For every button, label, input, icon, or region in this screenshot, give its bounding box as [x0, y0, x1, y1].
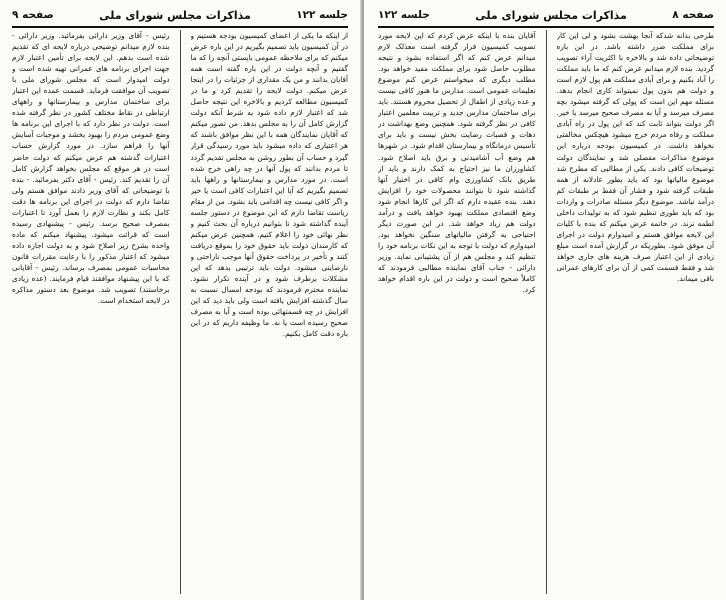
- right-page-columns: [378, 30, 714, 594]
- session-number: جلسه ۱۲۲: [378, 9, 430, 21]
- column-divider: [546, 30, 547, 594]
- body-text: آقایان بنده با اینکه عرض کردم که این لایحه مورد تصویب کمیسیون قرار گرفته است معذلک لازم میدانم عرض کنم که اگر استفاده بشود و نتیجه مطلوب حاصل شود برای مملکت مفید خواهد بود. مطلب دیگری که میخواستم عرض کنم موضوع تعلیمات عمومی است. مدارس ما هنوز کافی نیست و عده زیادی از اطفال از تحصیل محروم هستند. باید برای ساختمان مدارس جدید و تربیت معلمین اعتبار کافی در نظر گرفته شود. همچنین وضع بهداشت در دهات و قصبات رضایت بخش نیست و باید برای تأسیس درمانگاه و بیمارستان اقدام شود. در شهرها هم وضع آب آشامیدنی و برق باید اصلاح شود. کشاورزان ما نیز احتیاج به کمک دارند و باید از طریق بانک کشاورزی وام کافی در اختیار آنها گذاشته شود تا بتوانند محصولات خود را افزایش دهند. بنده عقیده دارم که اگر این کارها انجام شود وضع اقتصادی مملکت بهبود خواهد یافت و درآمد دولت هم زیاد خواهد شد. در این صورت دیگر احتیاجی به گرفتن مالیاتهای سنگین نخواهد بود. امیدوارم که دولت با توجه به این نکات برنامه خود را تنظیم کند و مجلس هم از آن پشتیبانی نماید. وزیر دارائی - جناب آقای نماینده مطالبی فرمودند که کاملاً صحیح است و دولت در این باره اقدام خواهد کرد.: [378, 31, 536, 295]
- right-page: [364, 0, 726, 600]
- column-divider: [180, 30, 181, 594]
- right-page-header: [378, 6, 714, 28]
- text-column-right: [557, 30, 715, 594]
- page-number: صفحه ۸: [672, 9, 714, 21]
- page-number: صفحه ۹: [12, 9, 54, 21]
- text-column-left: [12, 30, 170, 594]
- running-title: مذاکرات مجلس شورای ملی: [99, 8, 251, 22]
- body-text: طرحی بدانه شدکه آنجا بهشت بشود و لی این کار برای مملکت ضرر داشته باشد. در این باره توضیحاتی داده شد و بالاخره با اکثریت آراء تصویب گردید. بنده لازم میدانم عرض کنم که ما باید مملکت را آباد بکنیم و برای آبادی مملکت هم پول لازم است و دولت هم بدون پول نمیتواند کاری انجام بدهد. مسئله مهم این است که پولی که گرفته میشود بچه مصرف میرسد و آیا به مصرف صحیح میرسد یا خیر. اگر دولت بتواند ثابت کند که این پول در راه آبادی مملکت و رفاه مردم خرج میشود هیچکس مخالفتی نخواهد داشت. در کمیسیون بودجه درباره این موضوع مذاکرات مفصلی شد و نمایندگان دولت توضیحات کافی دادند. یکی از مطالبی که مطرح شد موضوع مالیاتها بود که باید بطور عادلانه از همه طبقات گرفته شود و فشار آن فقط بر طبقات کم درآمد نباشد. موضوع دیگر مسئله صادرات و واردات بود که باید طوری تنظیم شود که به تولیدات داخلی لطمه نزند. در خاتمه عرض میکنم که بنده با کلیات این لایحه موافق هستم و امیدوارم دولت در اجرای آن موفق شود. بطوریکه در گزارش آمده است مبلغ زیادی از این اعتبار صرف هزینه های جاری خواهد شد و فقط قسمت کمی از آن برای کارهای عمرانی باقی میماند.: [556, 31, 714, 284]
- left-page-header: [12, 6, 348, 28]
- text-column-left: [378, 30, 536, 594]
- left-page: [0, 0, 362, 600]
- left-page-columns: [12, 30, 348, 594]
- running-title: مذاکرات مجلس شورای ملی: [475, 8, 627, 22]
- body-text: از اینکه ما یکی از اعضای کمیسیون بودجه هستیم و در آن کمیسیون باید تصمیم بگیریم در این باره عرض میکنم که برای ملاحظه عمومی بایستی آنچه را که ما گفتیم و آنچه دولت در این باره گفته است همه آقایان بدانند و من یک مقداری از جزئیات را در اینجا عرض میکنم. دولت لایحه را تقدیم کرد و ما در کمیسیون مطالعه کردیم و بالاخره این نتیجه حاصل شد که اعتبار لازم داده شود به شرط آنکه دولت گزارش کامل آن را به مجلس بدهد. من تصور میکنم که آقایان نمایندگان همه با این نظر موافق باشند که هر اعتباری که داده میشود باید مورد رسیدگی قرار گیرد و حساب آن بطور روشن به مجلس تقدیم گردد تا مردم بدانند که پول آنها در چه راهی خرج شده است. در مورد مدارس و بیمارستانها و راهها باید تصمیم بگیریم که آیا این اعتبارات کافی است یا خیر و اگر کافی نیست چه اقدامی باید بشود. من از مقام ریاست تقاضا دارم که این موضوع در دستور جلسه آینده گذاشته شود تا بتوانیم درباره آن بحث کنیم و نظر نهائی خود را اعلام کنیم. همچنین عرض میکنم که کارمندان دولت باید حقوق خود را بموقع دریافت کنند و تأخیر در پرداخت حقوق آنها موجب ناراحتی و نارضایتی میشود. دولت باید ترتیبی بدهد که این مشکلات برطرف شود و در آینده تکرار نشود. نماینده محترم فرمودند که بودجه امسال نسبت به سال گذشته افزایش یافته است ولی باید دید که این افزایش در چه قسمتهائی بوده است و آیا به مصرف صحیح رسیده است یا نه. ما وظیفه داریم که در این باره دقت کامل بکنیم.: [190, 31, 348, 339]
- body-text: رئیس - آقای وزیر دارائی بفرمائید. وزیر دارائی - بنده لازم میدانم توضیحی درباره لایحه ای که تقدیم شده است بدهم. این لایحه برای تأمین اعتبار لازم جهت اجرای برنامه های عمرانی تهیه شده است و دولت امیدوار است که مجلس شورای ملی با تصویب آن موافقت فرماید. قسمت عمده این اعتبار برای ساختمان مدارس و بیمارستانها و راههای ارتباطی در نقاط مختلف کشور در نظر گرفته شده است. دولت در نظر دارد که با اجرای این برنامه ها وضع عمومی مردم را بهبود بخشد و موجبات آسایش آنها را فراهم سازد. در مورد گزارش حساب اعتبارات گذشته هم عرض میکنم که دولت حاضر است در هر موقع که مجلس بخواهد گزارش کامل آن را تقدیم کند. رئیس - آقای دکتر بفرمائید. - بنده با توضیحاتی که آقای وزیر دادند موافق هستم ولی تقاضا دارم که دولت در اجرای این برنامه ها دقت کامل بکند و نظارت لازم را بعمل آورد تا اعتبارات بمصرف صحیح برسد. رئیس - پیشنهادی رسیده است که قرائت میشود. پیشنهاد میکنم که ماده واحده بشرح زیر اصلاح شود و به دولت اجازه داده میشود که اعتبار مذکور را با رعایت مقررات قانون محاسبات عمومی بمصرف برساند. رئیس - آقایانی که با این پیشنهاد موافقند قیام فرمایند. (عده زیادی برخاستند) تصویب شد. موضوع بعد دستور مذاکره در لایحه استخدام است.: [12, 31, 170, 306]
- session-number: جلسه ۱۲۲: [296, 9, 348, 21]
- text-column-right: [191, 30, 349, 594]
